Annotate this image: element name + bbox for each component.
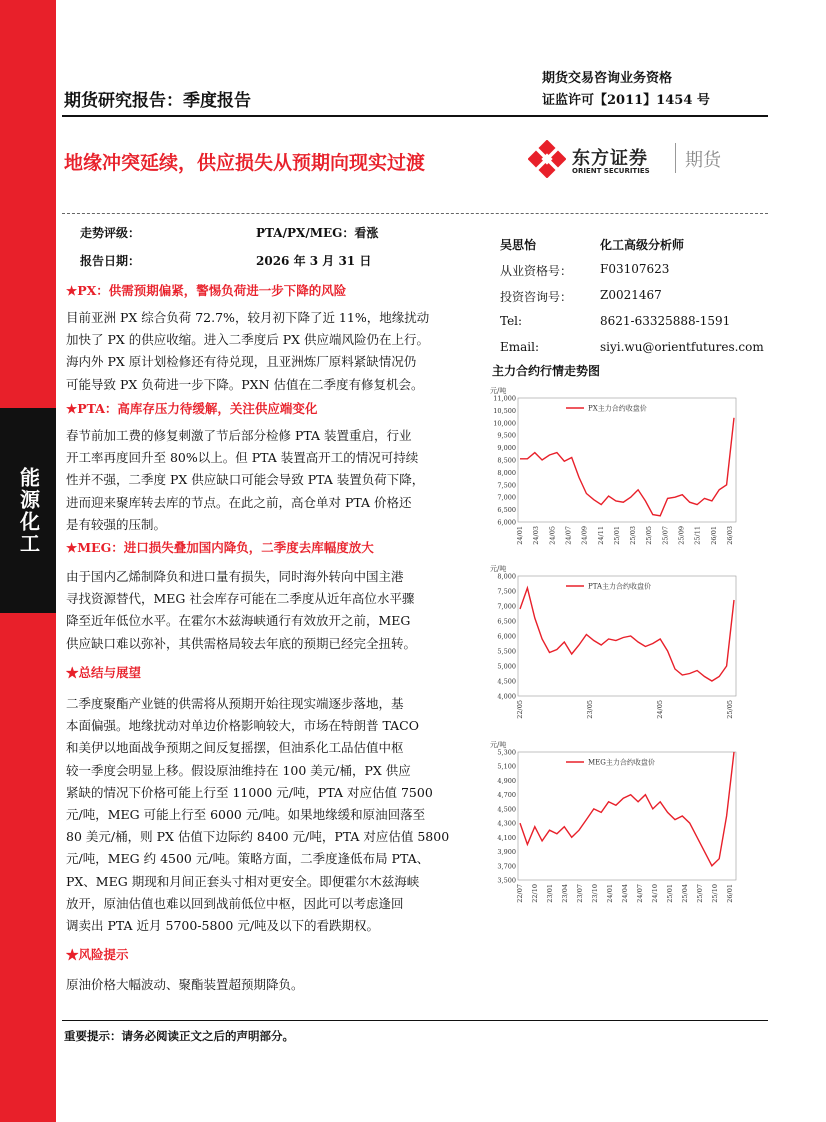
sector-label: 能源化工 (16, 466, 41, 555)
y-tick-label: 4,300 (497, 819, 516, 828)
orient-logo-icon (528, 140, 566, 178)
report-type: 期货研究报告：季度报告 (64, 91, 251, 111)
y-tick-label: 6,500 (497, 617, 516, 626)
x-tick-label: 23/05 (586, 700, 594, 719)
section-body-pta (66, 425, 488, 536)
text-line: 原油价格大幅波动、聚酯装置超预期降负。 (66, 977, 304, 992)
text-line: 加快了 PX 的供应收缩。进入二季度后 PX 供应端风险仍在上行。 (66, 332, 430, 348)
y-tick-label: 4,700 (497, 791, 516, 800)
text-line: 春节前加工费的修复刺激了节后部分检修 PTA 装置重启，行业 (66, 428, 412, 443)
text-line: 调卖出 PTA 近月 5700-5800 元/吨及以下的看跌期权。 (66, 918, 380, 934)
y-tick-label: 5,000 (497, 662, 516, 671)
y-tick-label: 7,500 (497, 481, 516, 490)
series-line (520, 418, 734, 516)
text-line: 元/吨，MEG 约 4500 元/吨。策略方面，二季度逢低布局 PTA、 (66, 851, 430, 867)
chart-caption: 主力合约行情走势图 (492, 364, 601, 378)
x-tick-label: 26/01 (709, 526, 718, 545)
x-tick-label: 22/07 (516, 884, 524, 903)
company-logo (528, 140, 738, 180)
y-tick-label: 9,000 (497, 444, 516, 453)
y-tick-label: 6,500 (497, 506, 516, 515)
plot-frame (518, 752, 736, 880)
y-tick-label: 5,500 (497, 647, 516, 656)
series-line (520, 752, 734, 866)
email-label: Email: (500, 340, 540, 354)
tel-label: Tel: (500, 314, 523, 328)
text-line: 进而迎来聚库转去库的节点。在此之前，高仓单对 PTA 价格还 (66, 494, 412, 510)
rating-value: PTA/PX/MEG：看涨 (256, 226, 379, 240)
y-tick-label: 4,000 (497, 692, 516, 701)
x-tick-label: 24/05 (656, 700, 664, 719)
x-tick-label: 24/07 (636, 884, 644, 903)
legend-label: PTA主力合约收盘价 (588, 582, 652, 591)
x-tick-label: 26/03 (726, 526, 734, 545)
text-line: 紧缺的情况下价格可能上行至 11000 元/吨，PTA 对应估值 7500 (66, 784, 433, 800)
y-tick-label: 7,000 (497, 602, 516, 611)
x-tick-label: 24/01 (516, 526, 524, 545)
legend-label: PX主力合约收盘价 (588, 404, 647, 413)
x-tick-label: 25/10 (711, 884, 719, 903)
y-tick-label: 4,500 (497, 805, 516, 814)
y-tick-label: 4,900 (497, 776, 516, 785)
meg-price-chart (488, 738, 742, 914)
x-tick-label: 24/11 (596, 526, 605, 545)
footer-rule (62, 1020, 768, 1021)
x-tick-label: 24/07 (564, 526, 573, 545)
section-body-px (66, 307, 488, 396)
legend-label: MEG主力合约收盘价 (588, 758, 655, 767)
qualification-line-2: 证监许可【2011】1454 号 (542, 93, 710, 108)
advisory-value: Z0021467 (600, 288, 662, 302)
text-line: 80 美元/桶，则 PX 估值下边际约 8400 元/吨，PTA 对应估值 5800 (66, 829, 450, 845)
x-tick-label: 23/01 (546, 884, 554, 903)
analyst-title: 化工高级分析师 (600, 238, 685, 252)
x-tick-label: 24/10 (651, 884, 659, 903)
text-line: 目前亚洲 PX 综合负荷 72.7%，较月初下降了近 11%，地缘扰动 (66, 310, 430, 325)
text-line: PX、MEG 期现和月间正套头寸相对更安全。即便霍尔木兹海峡 (66, 873, 420, 889)
date-value: 2026 年 3 月 31 日 (256, 254, 372, 268)
y-unit-label: 元/吨 (490, 741, 507, 749)
px-price-chart (488, 384, 742, 556)
y-tick-label: 4,500 (497, 677, 516, 686)
y-tick-label: 7,500 (497, 587, 516, 596)
section-heading-meg: ★MEG：进口损失叠加国内降负，二季度去库幅度放大 (66, 540, 374, 555)
header-rule (62, 115, 768, 117)
series-line (520, 588, 734, 681)
page-title: 地缘冲突延续，供应损失从预期向现实过渡 (64, 152, 426, 174)
x-tick-label: 23/07 (576, 884, 584, 903)
y-tick-label: 3,700 (497, 862, 516, 871)
y-unit-label: 元/吨 (490, 387, 507, 395)
y-tick-label: 3,500 (497, 876, 516, 885)
tel-value: 8621-63325888-1591 (600, 314, 731, 328)
footer-notice: 重要提示：请务必阅读正文之后的声明部分。 (64, 1029, 294, 1043)
logo-division: 期货 (685, 150, 721, 171)
plot-frame (518, 398, 736, 522)
x-tick-label: 24/01 (606, 884, 614, 903)
x-tick-label: 24/04 (621, 884, 629, 903)
x-tick-label: 24/03 (532, 526, 541, 545)
logo-separator (675, 143, 676, 173)
text-line: 海内外 PX 原计划检修还有待兑现，且亚洲炼厂原料紧缺情况仍 (66, 354, 417, 370)
section-heading-outlook: ★总结与展望 (66, 665, 142, 680)
x-tick-label: 25/05 (645, 526, 654, 545)
section-body-outlook (66, 693, 488, 937)
text-line: 性并不强，二季度 PX 供应缺口可能会导致 PTA 装置负荷下降， (66, 472, 425, 488)
text-line: 寻找资源替代，MEG 社会库存可能在二季度从近年高位水平骤 (66, 591, 415, 607)
plot-frame (518, 576, 736, 696)
y-tick-label: 11,000 (493, 394, 516, 403)
x-tick-label: 25/11 (693, 526, 702, 545)
y-tick-label: 5,100 (497, 762, 516, 771)
x-tick-label: 25/05 (726, 700, 734, 719)
y-unit-label: 元/吨 (490, 565, 507, 573)
text-line: 降至近年低位水平。在霍尔木兹海峡通行有效放开之前，MEG (66, 613, 411, 629)
x-tick-label: 22/10 (531, 884, 539, 903)
email-value[interactable]: siyi.wu@orientfutures.com (600, 340, 764, 354)
x-tick-label: 25/04 (681, 884, 689, 903)
x-tick-label: 24/09 (580, 526, 589, 545)
y-tick-label: 9,500 (497, 431, 516, 440)
section-divider (62, 213, 768, 214)
section-heading-pta: ★PTA：高库存压力待缓解，关注供应端变化 (66, 401, 318, 416)
y-tick-label: 10,000 (493, 419, 516, 428)
x-tick-label: 24/05 (548, 526, 557, 545)
y-tick-label: 3,900 (497, 848, 516, 857)
y-tick-label: 6,000 (497, 632, 516, 641)
section-body-risk (66, 974, 488, 996)
x-tick-label: 23/10 (591, 884, 599, 903)
y-tick-label: 8,000 (497, 468, 516, 477)
license-value: F03107623 (600, 262, 670, 276)
x-tick-label: 22/05 (516, 700, 524, 719)
text-line: 较一季度会明显上移。假设原油维持在 100 美元/桶，PX 供应 (66, 762, 411, 778)
section-heading-px: ★PX：供需预期偏紧，警惕负荷进一步下降的风险 (66, 283, 347, 298)
x-tick-label: 26/01 (726, 884, 734, 903)
text-line: 元/吨，MEG 可能上行至 6000 元/吨。如果地缘缓和原油回落至 (66, 807, 426, 823)
y-tick-label: 8,500 (497, 456, 516, 465)
section-heading-risk: ★风险提示 (66, 947, 129, 962)
x-tick-label: 23/04 (561, 884, 569, 903)
x-tick-label: 25/03 (629, 526, 638, 545)
text-line: 放开，原油估值也难以回到战前低位中枢，因此可以考虑逢回 (66, 895, 404, 911)
logo-name-cn: 东方证券 (572, 148, 648, 169)
text-line: 供应缺口难以弥补，其供需格局较去年底的预期已经完全扭转。 (66, 635, 417, 651)
y-tick-label: 6,000 (497, 518, 516, 527)
x-tick-label: 25/07 (696, 884, 704, 903)
y-tick-label: 7,000 (497, 493, 516, 502)
x-tick-label: 25/01 (666, 884, 674, 903)
rating-label: 走势评级： (80, 226, 141, 240)
qualification (542, 68, 710, 112)
analyst-name: 吴思怡 (500, 238, 537, 252)
advisory-label: 投资咨询号： (500, 290, 573, 304)
text-line: 由于国内乙烯制降负和进口量有损失，同时海外转向中国主港 (66, 569, 404, 584)
logo-name-en: ORIENT SECURITIES (572, 167, 650, 175)
license-label: 从业资格号： (500, 264, 573, 278)
text-line: 二季度聚酯产业链的供需将从预期开始往现实端逐步落地，基 (66, 696, 404, 711)
y-tick-label: 5,300 (497, 748, 516, 757)
y-tick-label: 4,100 (497, 833, 516, 842)
pta-price-chart (488, 562, 742, 730)
x-tick-label: 25/01 (612, 526, 621, 545)
text-line: 可能导致 PX 负荷进一步下降。PXN 估值在二季度有修复机会。 (66, 376, 424, 392)
date-label: 报告日期： (80, 254, 141, 268)
text-line: 和美伊以地面战争预期之间反复摇摆，但油系化工品估值中枢 (66, 740, 404, 756)
section-body-meg (66, 566, 488, 655)
x-tick-label: 25/09 (677, 526, 686, 545)
qualification-line-1: 期货交易咨询业务资格 (542, 71, 673, 86)
y-tick-label: 8,000 (497, 572, 516, 581)
y-tick-label: 10,500 (493, 406, 516, 415)
text-line: 开工率再度回升至 80%以上。但 PTA 装置高开工的情况可持续 (66, 450, 419, 466)
text-line: 本面偏强。地缘扰动对单边价格影响较大，市场在特朗普 TACO (66, 718, 419, 734)
text-line: 是有较强的压制。 (66, 516, 167, 532)
sector-label-block (0, 408, 56, 613)
x-tick-label: 25/07 (661, 526, 670, 545)
